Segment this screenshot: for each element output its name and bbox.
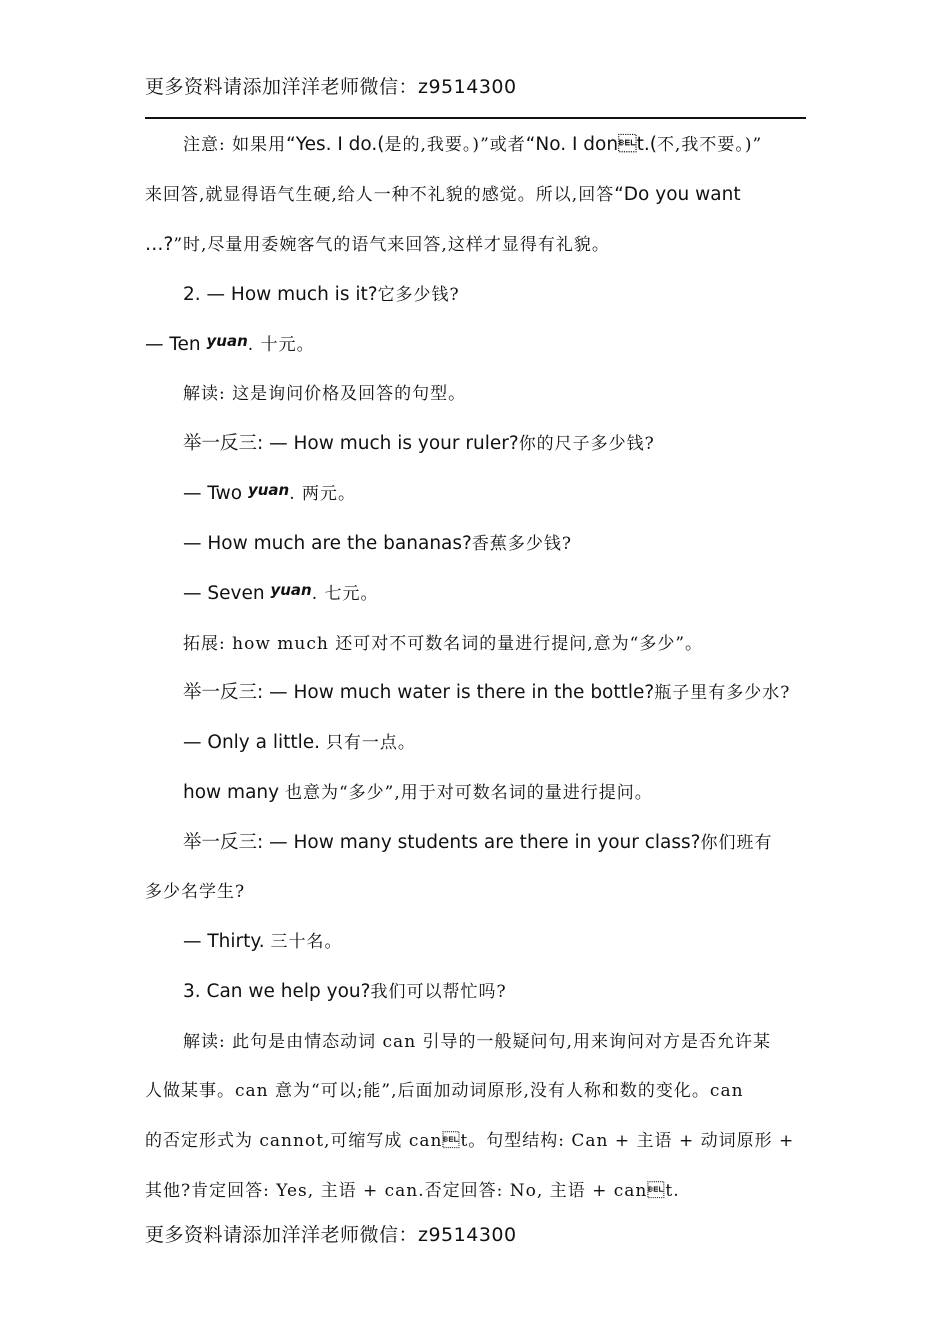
text-line-2: 来回答,就显得语气生硬,给人一种不礼貌的感觉。所以,回答“Do you want bbox=[145, 184, 741, 205]
text-line-16: 多少名学生? bbox=[145, 882, 246, 902]
text-line-12: 举一反三: — How much water is there in the bottle?瓶子里有多少水? bbox=[183, 682, 791, 703]
text-line-14: how many 也意为“多少”,用于对可数名词的量进行提问。 bbox=[183, 782, 653, 803]
text-line-6: 解读: 这是询问价格及回答的句型。 bbox=[183, 384, 467, 404]
text-line-22: 其他?肯定回答: Yes, 主语 + can.否定回答: No, 主语 + cant. bbox=[145, 1181, 680, 1201]
text-line-15: 举一反三: — How many students are there in your class?你们班有 bbox=[183, 832, 773, 853]
header-rule bbox=[145, 117, 806, 119]
text-line-1: 注意: 如果用“Yes. I do.(是的,我要。)”或者“No. I dont.(不,我不要。)” bbox=[183, 134, 763, 155]
text-line-4: 2. — How much is it?它多少钱? bbox=[183, 284, 460, 305]
text-line-18: 3. Can we help you?我们可以帮忙吗? bbox=[183, 981, 507, 1002]
text-line-20: 人做某事。can 意为“可以;能”,后面加动词原形,没有人称和数的变化。can bbox=[145, 1081, 744, 1101]
text-line-11: 拓展: how much 还可对不可数名词的量进行提问,意为“多少”。 bbox=[183, 634, 704, 654]
text-line-10: — Seven $^{yuan}$. 七元。 bbox=[183, 581, 379, 604]
page-header: 更多资料请添加洋洋老师微信：z9514300 bbox=[145, 76, 517, 98]
text-line-9: — How much are the bananas?香蕉多少钱? bbox=[183, 533, 572, 554]
text-line-5: — Ten $^{yuan}$. 十元。 bbox=[145, 332, 315, 355]
text-line-7: 举一反三: — How much is your ruler?你的尺子多少钱? bbox=[183, 433, 655, 454]
text-line-19: 解读: 此句是由情态动词 can 引导的一般疑问句,用来询问对方是否允许某 bbox=[183, 1032, 771, 1052]
text-line-21: 的否定形式为 cannot,可缩写成 cant。句型结构: Can + 主语 + 动词原形 + bbox=[145, 1131, 795, 1151]
text-line-13: — Only a little. 只有一点。 bbox=[183, 732, 416, 753]
text-line-8: — Two $^{yuan}$. 两元。 bbox=[183, 481, 357, 504]
page-footer: 更多资料请添加洋洋老师微信：z9514300 bbox=[145, 1224, 517, 1246]
text-line-17: — Thirty. 三十名。 bbox=[183, 931, 343, 952]
text-line-3: …?”时,尽量用委婉客气的语气来回答,这样才显得有礼貌。 bbox=[145, 234, 610, 255]
